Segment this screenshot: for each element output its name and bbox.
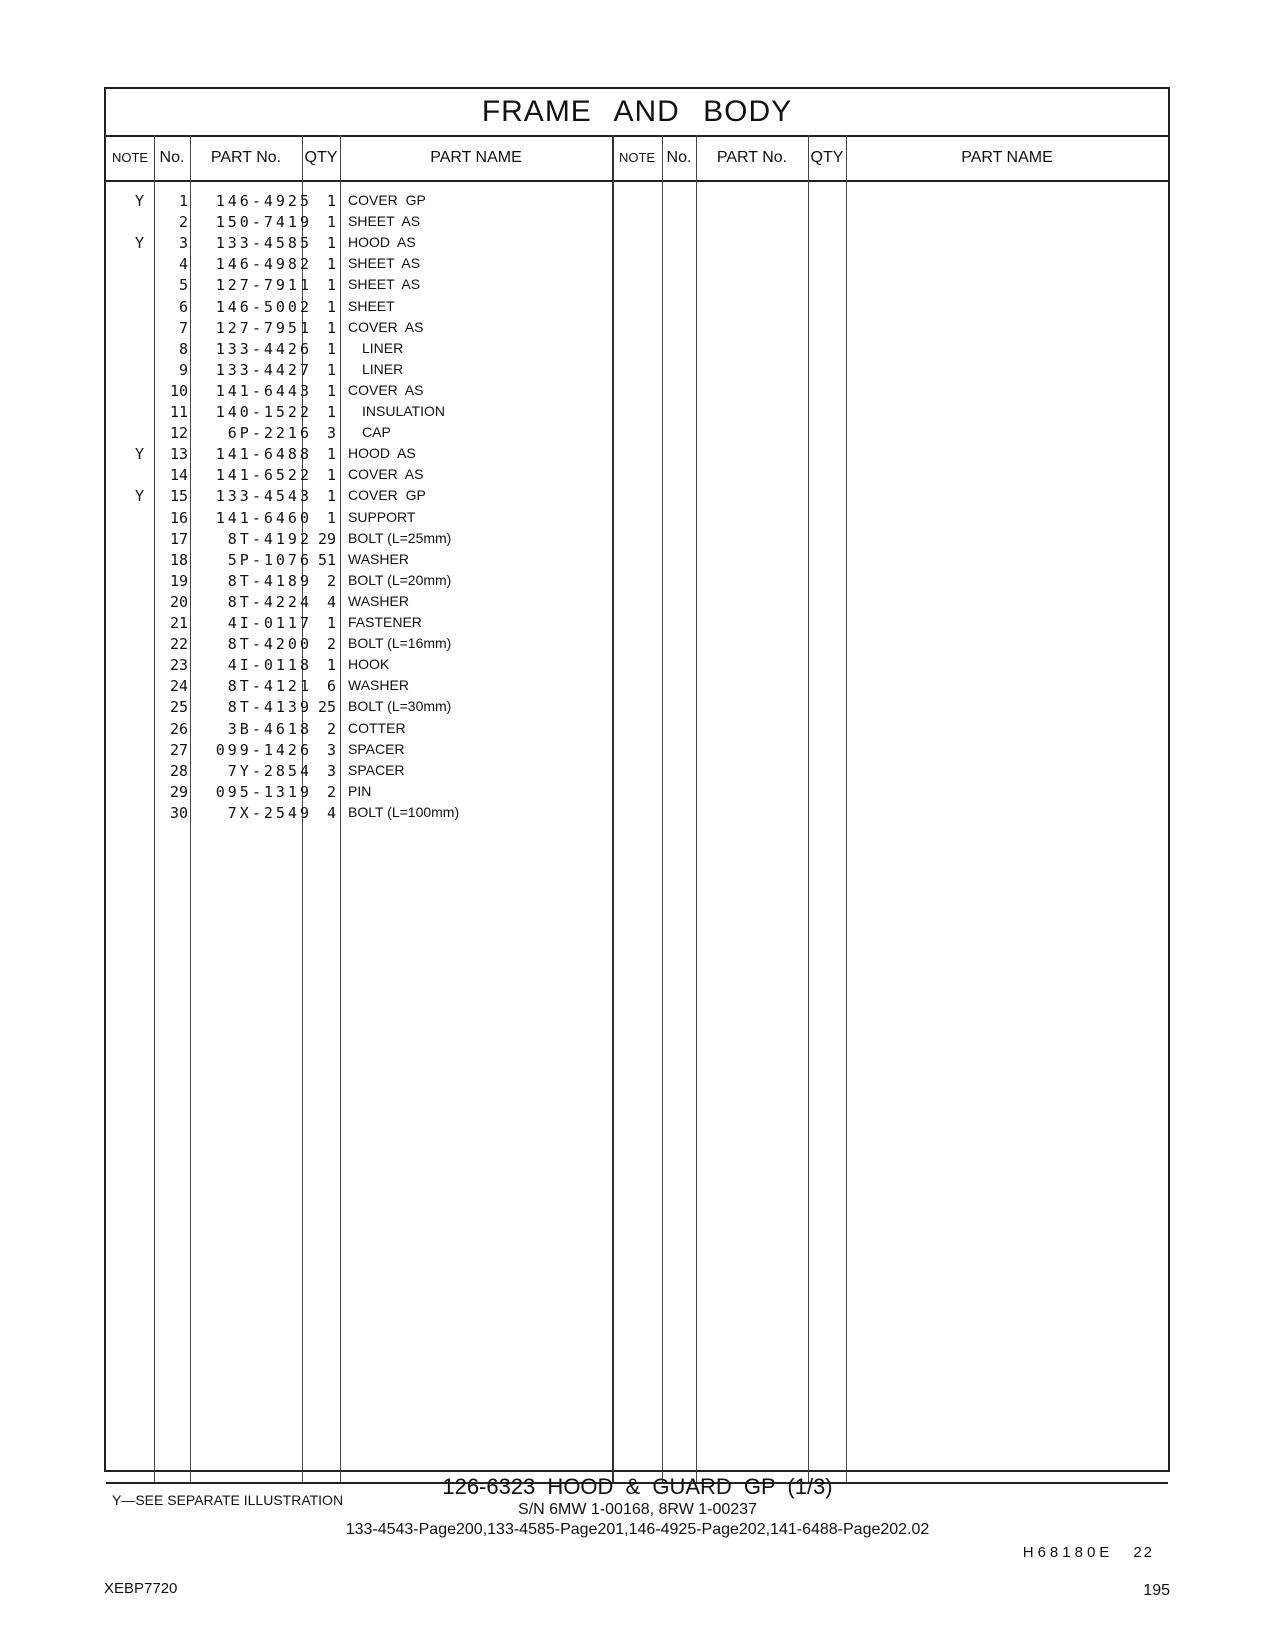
row-part-name: BOLT (L=20mm): [348, 571, 452, 588]
table-row: [106, 741, 726, 763]
row-part-no: 146-4925: [215, 192, 312, 210]
row-part-no: 133-4543: [215, 487, 312, 506]
row-part-name: HOOK: [348, 656, 390, 673]
header-part-no: PART No.: [210, 149, 282, 166]
table-row: [106, 551, 726, 573]
row-item-no: 5: [178, 276, 188, 295]
header-no-2: No.: [666, 149, 692, 166]
table-row: [106, 403, 726, 425]
row-qty: 1: [326, 318, 336, 337]
table-row: [106, 361, 726, 383]
row-part-name: HOOD AS: [348, 445, 416, 462]
row-item-no: 15: [169, 487, 188, 506]
header-qty-2: QTY: [810, 149, 844, 166]
header-note: NOTE: [111, 150, 149, 165]
row-qty: 1: [326, 487, 336, 506]
table-title: FRAME AND BODY: [481, 95, 793, 128]
row-item-no: 9: [178, 360, 188, 379]
row-part-no: 133-4427: [215, 360, 312, 379]
row-part-name: BOLT (L=25mm): [348, 529, 452, 546]
row-qty: 1: [326, 234, 336, 253]
row-qty: 4: [326, 803, 336, 822]
publication-number: XEBP7720: [104, 1580, 178, 1597]
row-item-no: 1: [178, 192, 188, 210]
row-part-no: 141-6443: [215, 381, 312, 400]
row-qty: 1: [326, 656, 336, 675]
row-item-no: 23: [169, 656, 188, 675]
table-row: [106, 593, 726, 615]
row-part-name: LINER: [362, 339, 404, 356]
row-item-no: 30: [169, 803, 188, 822]
table-row: [106, 656, 726, 678]
row-part-no: 127-7951: [215, 318, 312, 337]
row-part-no: 8T-4200: [227, 635, 312, 654]
row-part-no: 8T-4189: [227, 571, 312, 590]
row-part-no: 7Y-2854: [227, 761, 312, 780]
row-item-no: 25: [169, 698, 188, 717]
row-item-no: 22: [169, 635, 188, 654]
row-part-name: PIN: [348, 782, 372, 799]
header-qty: QTY: [304, 149, 338, 166]
header-no: No.: [159, 149, 185, 166]
row-part-no: 141-6522: [215, 466, 312, 485]
header-part-name: PART NAME: [430, 149, 522, 166]
row-part-name: COTTER: [348, 719, 406, 736]
row-qty: 1: [326, 213, 336, 232]
row-item-no: 8: [178, 339, 188, 358]
row-part-name: SPACER: [348, 761, 405, 778]
table-row: [106, 382, 726, 404]
document-code: [1023, 1544, 1154, 1561]
row-qty: 1: [326, 508, 336, 527]
row-part-name: COVER AS: [348, 381, 424, 398]
row-qty: 1: [326, 466, 336, 485]
row-part-name: WASHER: [348, 592, 409, 609]
row-part-no: 3B-4618: [227, 719, 312, 738]
table-row: [106, 424, 726, 446]
table-row: [106, 614, 726, 636]
row-part-no: 141-6460: [215, 508, 312, 527]
row-part-no: 141-6488: [215, 445, 312, 464]
row-part-no: 6P-2216: [227, 424, 312, 443]
row-part-no: 8T-4192: [227, 529, 312, 548]
table-row: [106, 298, 726, 320]
row-note: Y: [134, 487, 144, 506]
table-row: [106, 276, 726, 298]
row-item-no: 21: [169, 614, 188, 632]
row-qty: 3: [326, 424, 336, 443]
table-row: [106, 635, 726, 657]
row-part-name: WASHER: [348, 677, 409, 694]
row-part-name: LINER: [362, 360, 404, 377]
row-part-no: 133-4585: [215, 234, 312, 253]
row-qty: 1: [326, 381, 336, 400]
row-item-no: 7: [178, 318, 188, 337]
row-part-no: 8T-4139: [227, 698, 312, 717]
row-qty: 1: [326, 297, 336, 316]
row-part-no: 133-4426: [215, 339, 312, 358]
table-row: [106, 255, 726, 277]
row-item-no: 24: [169, 677, 188, 696]
row-part-no: 140-1522: [215, 403, 312, 421]
row-item-no: 13: [169, 445, 188, 464]
column-divider: [846, 135, 847, 1482]
table-row: [106, 340, 726, 362]
row-item-no: 3: [178, 234, 188, 253]
row-item-no: 10: [169, 381, 188, 400]
row-part-name: INSULATION: [362, 403, 445, 419]
table-row: [106, 213, 726, 235]
table-row: [106, 530, 726, 552]
row-part-name: COVER GP: [348, 487, 426, 504]
row-part-name: BOLT (L=30mm): [348, 698, 452, 715]
row-item-no: 27: [169, 740, 188, 759]
row-part-no: 7X-2549: [227, 803, 312, 822]
row-part-name: WASHER: [348, 550, 409, 567]
row-part-name: SHEET: [348, 297, 395, 314]
row-part-no: 127-7911: [215, 276, 312, 295]
row-item-no: 16: [169, 508, 188, 527]
column-divider: [808, 135, 809, 1482]
row-item-no: 19: [169, 571, 188, 590]
row-part-name: SHEET AS: [348, 276, 421, 293]
row-item-no: 11: [169, 403, 188, 421]
table-row: [106, 466, 726, 488]
table-row: [106, 319, 726, 341]
row-qty: 1: [326, 339, 336, 358]
row-item-no: 29: [169, 782, 188, 801]
row-qty: 1: [326, 445, 336, 464]
row-item-no: 17: [169, 529, 188, 548]
row-part-name: COVER AS: [348, 466, 424, 483]
table-row: [106, 762, 726, 784]
table-header: [106, 135, 1168, 182]
table-row: [106, 783, 726, 805]
row-qty: 1: [326, 360, 336, 379]
row-qty: 1: [326, 255, 336, 274]
header-part-name-2: PART NAME: [961, 149, 1053, 166]
row-part-name: SPACER: [348, 740, 405, 757]
row-part-name: CAP: [362, 424, 391, 441]
page-number: 195: [1143, 1582, 1170, 1599]
row-part-name: BOLT (L=16mm): [348, 635, 452, 652]
header-part-no-2: PART No.: [716, 149, 788, 166]
row-part-name: SHEET AS: [348, 255, 421, 272]
row-qty: 2: [326, 635, 336, 654]
row-item-no: 4: [178, 255, 188, 274]
row-note: Y: [134, 445, 144, 464]
row-qty: 29: [317, 529, 336, 548]
footnote: Y—SEE SEPARATE ILLUSTRATION: [112, 1492, 344, 1508]
doc-code: H68180E: [1022, 1544, 1114, 1561]
row-part-name: BOLT (L=100mm): [348, 803, 460, 820]
row-item-no: 14: [169, 466, 188, 485]
row-qty: 2: [326, 719, 336, 738]
row-qty: 3: [326, 761, 336, 780]
header-note-2: NOTE: [618, 150, 656, 165]
row-part-name: COVER AS: [348, 318, 424, 335]
row-part-no: 095-1319: [215, 782, 312, 801]
caption-serial: S/N 6MW 1-00168, 8RW 1-00237: [518, 1501, 757, 1518]
table-row: [106, 445, 726, 467]
row-qty: 1: [326, 614, 336, 632]
row-qty: 51: [317, 550, 336, 569]
row-part-no: 8T-4224: [227, 592, 312, 611]
row-note: Y: [134, 234, 144, 253]
row-item-no: 2: [178, 213, 188, 232]
row-item-no: 20: [169, 592, 188, 611]
table-row: [106, 698, 726, 720]
table-row: [106, 487, 726, 509]
table-row: [106, 720, 726, 742]
row-item-no: 18: [169, 550, 188, 569]
row-part-no: 8T-4121: [227, 677, 312, 696]
row-item-no: 12: [169, 424, 188, 443]
row-qty: 2: [326, 782, 336, 801]
table-row: [106, 509, 726, 531]
row-note: Y: [134, 192, 144, 210]
row-part-name: HOOD AS: [348, 234, 416, 251]
row-part-no: 146-5002: [215, 297, 312, 316]
row-qty: 4: [326, 592, 336, 611]
table-row: [106, 804, 726, 826]
table-row: [106, 192, 726, 214]
caption-title: 126-6323 HOOD & GUARD GP (1/3): [442, 1474, 833, 1499]
row-qty: 2: [326, 571, 336, 590]
row-qty: 1: [326, 192, 336, 210]
row-part-name: SUPPORT: [348, 508, 416, 525]
table-row: [106, 677, 726, 699]
doc-page: 22: [1133, 1544, 1154, 1561]
row-qty: 1: [326, 403, 336, 421]
row-part-no: 146-4982: [215, 255, 312, 274]
row-part-no: 5P-1076: [227, 550, 312, 569]
table-row: [106, 234, 726, 256]
row-part-name: COVER GP: [348, 192, 426, 208]
row-item-no: 26: [169, 719, 188, 738]
row-qty: 3: [326, 740, 336, 759]
row-qty: 1: [326, 276, 336, 295]
row-part-name: FASTENER: [348, 614, 422, 630]
row-item-no: 28: [169, 761, 188, 780]
row-part-no: 4I-0117: [227, 614, 312, 632]
row-qty: 6: [326, 677, 336, 696]
table-title-row: [106, 89, 1168, 137]
row-part-name: SHEET AS: [348, 213, 421, 230]
row-part-no: 4I-0118: [227, 656, 312, 675]
row-part-no: 150-7419: [215, 213, 312, 232]
row-item-no: 6: [178, 297, 188, 316]
row-part-no: 099-1426: [215, 740, 312, 759]
caption-page-refs: 133-4543-Page200,133-4585-Page201,146-4925-Page202,141-6488-Page202.02: [345, 1521, 930, 1538]
table-row: [106, 572, 726, 594]
row-qty: 25: [317, 698, 336, 717]
